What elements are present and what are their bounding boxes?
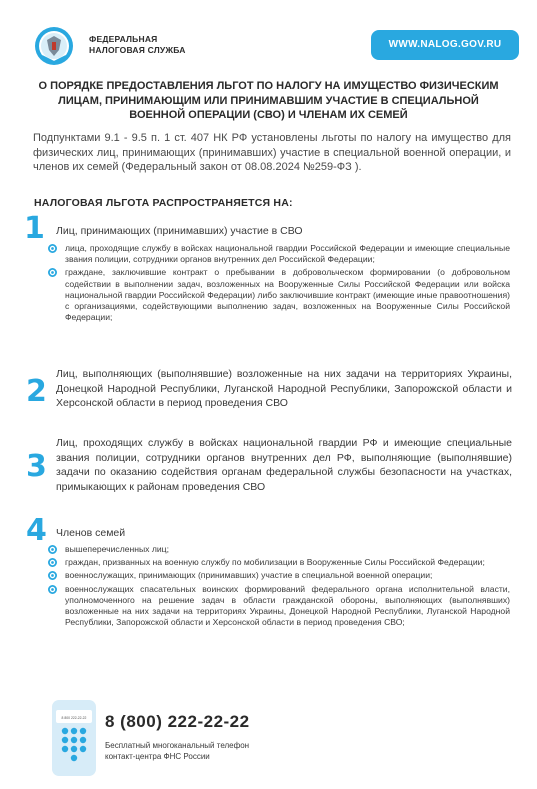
page-title: О ПОРЯДКЕ ПРЕДОСТАВЛЕНИЯ ЛЬГОТ ПО НАЛОГУ НА ИМУЩЕСТВО ФИЗИЧЕСКИМ ЛИЦАМ, ПРИНИМАЮЩИМ ИЛИ ПРИНИМАВШИМ УЧАСТИЕ В СПЕЦИАЛЬНОЙ ВОЕННОЙ ОПЕРАЦИИ (СВО) И ЧЛЕНАМ ИХ СЕМЕЙ [38, 80, 499, 121]
bullet-text: граждане, заключившие контракт о пребывании в добровольческом формировании (о добровольном содействии в выполнении задач, возложенных на Вооруженные Силы Российской Федерации или войска национальной гвардии Российской Федерации) либо заключившие контракт (имеющие иные правоотношения) с организациями, содействующими выполнению задач, возложенных на Вооруженные Силы Российской Федерации; [65, 267, 510, 323]
bullet-text: лица, проходящие службу в войсках национальной гвардии Российской Федерации и имеющие специальные звания полиции, сотрудники органов внутренних дел Российской Федерации; [65, 243, 510, 265]
phone-number[interactable]: 8 (800) 222-22-22 [105, 712, 250, 731]
phone-screen-text: 8 800 222-22-22 [61, 716, 87, 720]
bullet-text: граждан, призванных на военную службу по мобилизации в Вооруженные Силы Российской Федерации; [65, 557, 485, 568]
intro-paragraph: Подпунктами 9.1 - 9.5 п. 1 ст. 407 НК РФ установлены льготы по налогу на имущество для физических лиц, принимающих (принимавших) участие в специальной военной операции, и членов их семей (Федеральный закон от 08.08.2024 №259-ФЗ ). [33, 132, 511, 174]
fns-emblem-icon [34, 26, 74, 66]
bullet-icon [48, 558, 57, 567]
item-title-3: Лиц, проходящих службу в войсках национальной гвардии РФ и имеющие специальные звания полиции, сотрудники органов внутренних дел РФ, выполняющие (выполнявшие) задачи по оказанию содействия органам федеральной службы безопасности на участках, примыкающих к районам проведения СВО [56, 437, 512, 493]
bullet-icon [48, 545, 57, 554]
item-number-1: 1 [24, 211, 45, 246]
bullet-text: военнослужащих спасательных воинских формирований федерального органа исполнительной власти, уполномоченного на решение задач в области гражданской обороны, выполняющих (выполнявших) возложенные на них задачи на территориях Украины, Донецкой Народной Республики, Луганской Народной Республики, Запорожской области и Херсонской области в период проведения СВО; [65, 583, 510, 628]
item-number-3: 3 [26, 449, 47, 484]
phone-caption-line1: Бесплатный многоканальный телефон [105, 741, 250, 750]
list-item [48, 584, 510, 629]
item-title-1: Лиц, принимающих (принимавших) участие в СВО [56, 225, 303, 237]
header [34, 26, 519, 66]
item-number-4: 4 [26, 513, 47, 548]
bullet-list-1 [48, 243, 510, 325]
item-title-2: Лиц, выполняющих (выполнявшие) возложенные на них задачи на территориях Украины, Донецкой Народной Республики, Луганской Народной Республики, Запорожской области и Херсонской области в период проведения СВО [56, 368, 512, 409]
section-heading: НАЛОГОВАЯ ЛЬГОТА РАСПРОСТРАНЯЕТСЯ НА: [34, 197, 293, 209]
bullet-list-4 [48, 544, 510, 630]
bullet-icon [48, 571, 57, 580]
website-link-button[interactable]: WWW.NALOG.GOV.RU [371, 30, 519, 60]
bullet-icon [48, 585, 57, 594]
list-item [48, 267, 510, 323]
phone-caption-line2: контакт-центра ФНС России [105, 752, 210, 761]
org-name [89, 34, 186, 56]
phone-caption [105, 740, 249, 762]
org-name-line2: НАЛОГОВАЯ СЛУЖБА [89, 45, 186, 55]
org-name-line1: ФЕДЕРАЛЬНАЯ [89, 34, 158, 44]
bullet-icon [48, 268, 57, 277]
bullet-text: военнослужащих, принимающих (принимавших) участие в специальной военной операции; [65, 570, 433, 581]
list-item [48, 243, 510, 265]
phone-keypad-icon [52, 700, 96, 776]
list-item [48, 544, 510, 555]
bullet-icon [48, 244, 57, 253]
bullet-text: вышеперечисленных лиц; [65, 544, 169, 554]
list-item [48, 570, 510, 581]
item-title-4: Членов семей [56, 527, 126, 539]
item-number-2: 2 [26, 374, 47, 409]
list-item [48, 557, 510, 568]
